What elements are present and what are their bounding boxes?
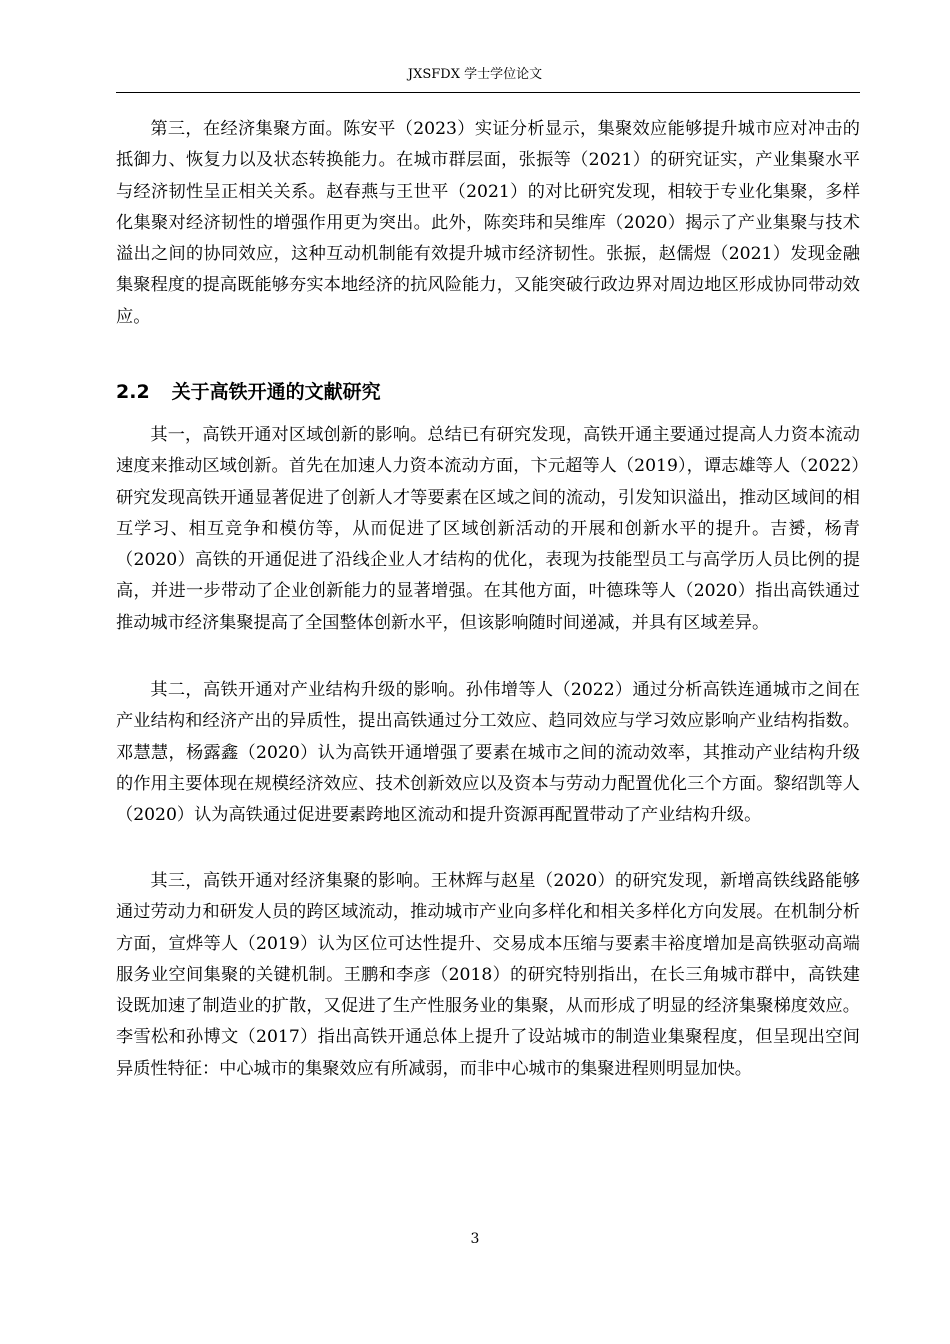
section-heading xyxy=(116,377,860,407)
paragraph-economic-agglomeration: 第三，在经济集聚方面。陈安平（2023）实证分析显示，集聚效应能够提升城市应对冲击的抵御力、恢复力以及状态转换能力。在城市群层面，张振等（2021）的研究证实，产业集聚水平与经济韧性呈正相关关系。赵春燕与王世平（2021）的对比研究发现，相较于专业化集聚，多样化集聚对经济韧性的增强作用更为突出。此外，陈奕玮和吴维库（2020）揭示了产业集聚与技术溢出之间的协同效应，这种互动机制能有效提升城市经济韧性。张振，赵儒煜（2021）发现金融集聚程度的提高既能够夯实本地经济的抗风险能力，又能突破行政边界对周边地区形成协同带动效应。 xyxy=(116,119,860,327)
page-header: JXSFDX 学士学位论文 xyxy=(407,67,543,82)
section-title: 关于高铁开通的文献研究 xyxy=(171,381,381,403)
section-number: 2.2 xyxy=(116,381,150,403)
paragraph-regional-innovation: 其一，高铁开通对区域创新的影响。总结已有研究发现，高铁开通主要通过提高人力资本流动速度来推动区域创新。首先在加速人力资本流动方面，卞元超等人（2019），谭志雄等人（2022）研究发现高铁开通显著促进了创新人才等要素在区域之间的流动，引发知识溢出，推动区域间的相互学习、相互竞争和模仿等，从而促进了区域创新活动的开展和创新水平的提升。吉赟，杨青（2020）高铁的开通促进了沿线企业人才结构的优化，表现为技能型员工与高学历人员比例的提高，并进一步带动了企业创新能力的显著增强。在其他方面，叶德珠等人（2020）指出高铁通过推动城市经济集聚提高了全国整体创新水平，但该影响随时间递减，并具有区域差异。 xyxy=(116,425,860,633)
paragraph-industrial-upgrading: 其二，高铁开通对产业结构升级的影响。孙伟增等人（2022）通过分析高铁连通城市之间在产业结构和经济产出的异质性，提出高铁通过分工效应、趋同效应与学习效应影响产业结构指数。邓慧慧，杨露鑫（2020）认为高铁开通增强了要素在城市之间的流动效率，其推动产业结构升级的作用主要体现在规模经济效应、技术创新效应以及资本与劳动力配置优化三个方面。黎绍凯等人（2020）认为高铁通过促进要素跨地区流动和提升资源再配置带动了产业结构升级。 xyxy=(116,680,860,826)
page-number: 3 xyxy=(470,1231,480,1247)
paragraph-hsr-agglomeration: 其三，高铁开通对经济集聚的影响。王林辉与赵星（2020）的研究发现，新增高铁线路能够通过劳动力和研发人员的跨区域流动，推动城市产业向多样化和相关多样化方向发展。在机制分析方面，宣烨等人（2019）认为区位可达性提升、交易成本压缩与要素丰裕度增加是高铁驱动高端服务业空间集聚的关键机制。王鹏和李彦（2018）的研究特别指出，在长三角城市群中，高铁建设既加速了制造业的扩散，又促进了生产性服务业的集聚，从而形成了明显的经济集聚梯度效应。李雪松和孙博文（2017）指出高铁开通总体上提升了设站城市的制造业集聚程度，但呈现出空间异质性特征：中心城市的集聚效应有所减弱，而非中心城市的集聚进程则明显加快。 xyxy=(116,871,860,1079)
header-divider xyxy=(116,92,860,93)
